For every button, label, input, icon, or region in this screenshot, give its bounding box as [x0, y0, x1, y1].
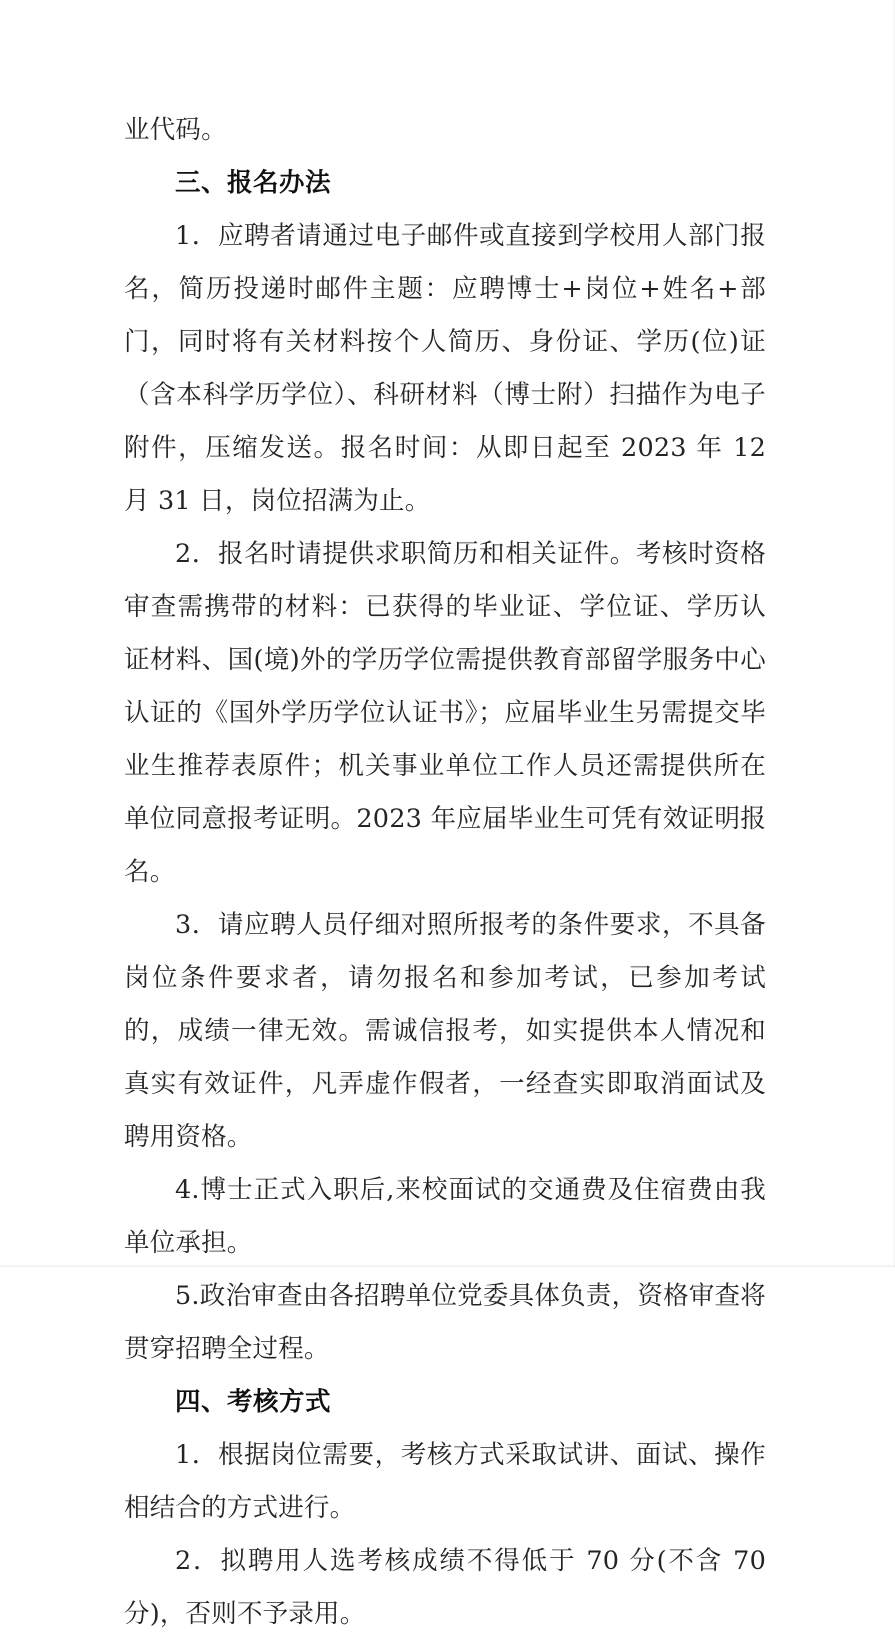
section-3-item-5: 5.政治审查由各招聘单位党委具体负责，资格审查将贯穿招聘全过程。	[124, 1281, 766, 1364]
section-3-item-1: 1．应聘者请通过电子邮件或直接到学校用人部门报名，简历投递时邮件主题：应聘博士+岗位+姓名+部门，同时将有关材料按个人简历、身份证、学历(位)证（含本科学历学位）、科研材料（博士附）扫描作为电子附件，压缩发送。报名时间：从即日起至 2023 年 12 月 31 日，岗位招满为止。	[124, 221, 766, 516]
section-heading-4: 四、考核方式	[175, 1387, 332, 1417]
section-3-item-4: 4.博士正式入职后,来校面试的交通费及住宿费由我单位承担。	[124, 1175, 766, 1258]
section-heading-3: 三、报名办法	[175, 168, 332, 198]
document-body	[124, 104, 766, 1641]
section-4-item-1: 1．根据岗位需要，考核方式采取试讲、面试、操作相结合的方式进行。	[124, 1440, 766, 1523]
paragraph-continuation: 业代码。	[124, 115, 227, 145]
section-3-item-2: 2．报名时请提供求职简历和相关证件。考核时资格审查需携带的材料：已获得的毕业证、学位证、学历认证材料、国(境)外的学历学位需提供教育部留学服务中心认证的《国外学历学位认证书》；应届毕业生另需提交毕业生推荐表原件；机关事业单位工作人员还需提供所在单位同意报考证明。2023 年应届毕业生可凭有效证明报名。	[124, 539, 766, 887]
section-4-item-2: 2．拟聘用人选考核成绩不得低于 70 分(不含 70 分)，否则不予录用。	[124, 1546, 766, 1629]
section-3-item-3: 3．请应聘人员仔细对照所报考的条件要求，不具备岗位条件要求者，请勿报名和参加考试，已参加考试的，成绩一律无效。需诚信报考，如实提供本人情况和真实有效证件，凡弄虚作假者，一经查实即取消面试及聘用资格。	[124, 910, 766, 1152]
